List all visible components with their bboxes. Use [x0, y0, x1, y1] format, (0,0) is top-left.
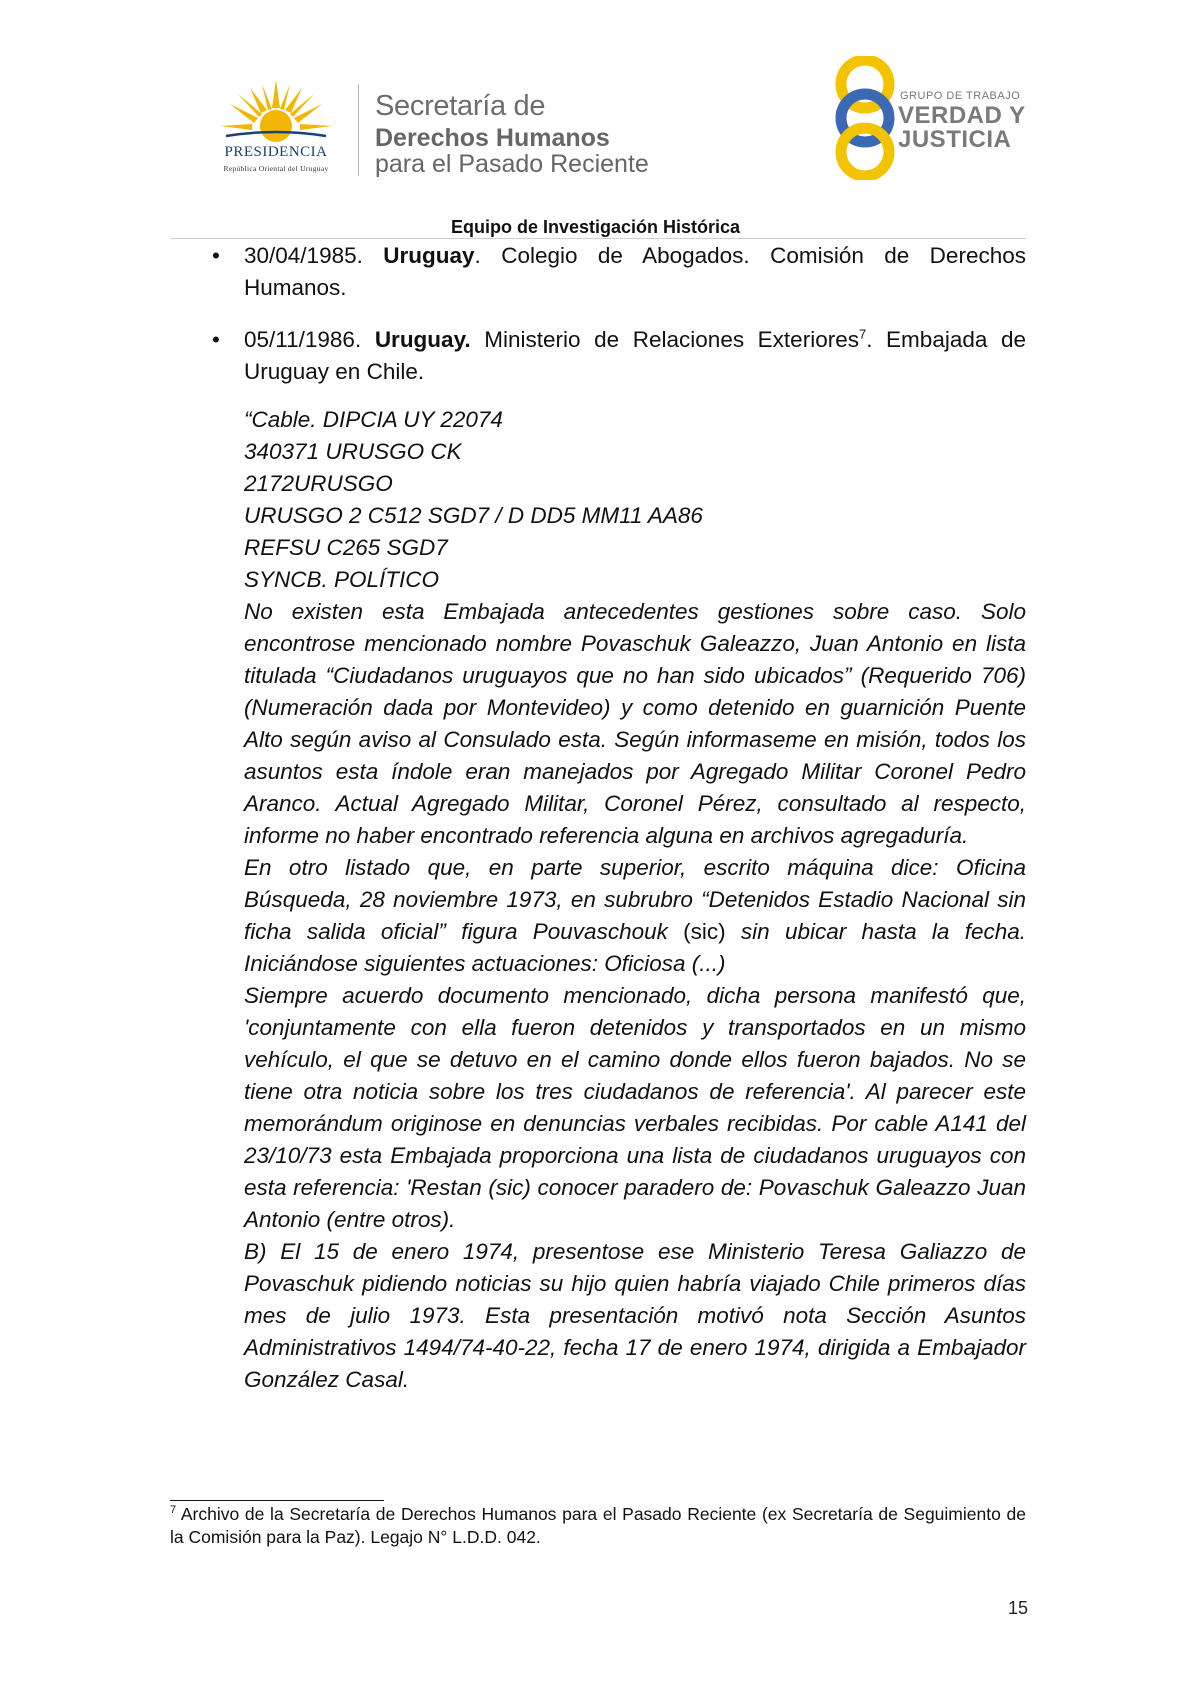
page-number: 15: [1007, 1598, 1028, 1618]
presidencia-name: PRESIDENCIA: [224, 144, 328, 160]
quote-text: En otro listado que, en parte superior, escrito máquina dice: Oficina Búsqueda, 28 noviembre 1973, en subrubro “Detenidos Estadio Nacional sin ficha salida oficial” figura Pouvaschouk: [244, 855, 1026, 944]
grupo-line-2: VERDAD Y: [898, 102, 1026, 129]
quote-paragraph: B) El 15 de enero 1974, presentose ese Ministerio Teresa Galiazzo de Povaschuk pidiendo noticias su hijo quien habría viajado Chile primeros días mes de julio 1973. Esta presentación motivó nota Sección Asuntos Administrativos 1494/74-40-22, fecha 17 de enero 1974, dirigida a Embajador González Casal.: [244, 1239, 1026, 1392]
verdad-justicia-rings-icon: [820, 56, 910, 180]
presidencia-logo: [196, 80, 356, 180]
bullet-icon: •: [212, 243, 220, 268]
grupo-line-3: JUSTICIA: [898, 126, 1012, 153]
footnote-rule: [170, 1500, 384, 1501]
footnote-ref: 7: [858, 326, 867, 342]
entry-date: 05/11/1986.: [244, 327, 362, 352]
quote-line: 340371 URUSGO CK: [244, 439, 462, 464]
entry-date: 30/04/1985.: [244, 243, 363, 268]
secretaria-line-3: para el Pasado Reciente: [375, 150, 649, 178]
team-title: Equipo de Investigación Histórica: [450, 217, 741, 237]
quote-line: REFSU C265 SGD7: [244, 535, 448, 560]
sic-mark: (sic): [683, 919, 726, 944]
entry-country: Uruguay: [383, 243, 475, 268]
footnote: [170, 1503, 1026, 1549]
quote-text: sin ubicar hasta la fecha. Iniciándose siguientes actuaciones: Oficiosa (...): [244, 919, 1026, 976]
secretaria-line-1: Secretaría de: [375, 90, 546, 122]
entry-text: Ministerio de Relaciones Exteriores: [470, 327, 859, 352]
document-body: [212, 240, 1026, 1396]
grupo-line-1: GRUPO DE TRABAJO: [900, 90, 1021, 102]
header-divider: [358, 84, 359, 176]
quote-paragraph: No existen esta Embajada antecedentes gestiones sobre caso. Solo encontrose mencionado nombre Povaschuk Galeazzo, Juan Antonio en lista titulada “Ciudadanos uruguayos que no han sido ubicados” (Requerido 706) (Numeración dada por Montevideo) y como detenido en guarnición Puente Alto según aviso al Consulado esta. Según informaseme en misión, todos los asuntos esta índole eran manejados por Agregado Militar Coronel Pedro Aranco. Actual Agregado Militar, Coronel Pérez, consultado al respecto, informe no haber encontrado referencia alguna en archivos agregaduría.: [244, 599, 1026, 848]
page-header: [0, 0, 1191, 237]
footnote-number: 7: [170, 1504, 177, 1517]
quote-paragraph: Siempre acuerdo documento mencionado, dicha persona manifestó que, 'conjuntamente con ella fueron detenidos y transportados en un mismo vehículo, el que se detuvo en el camino donde ellos fueron bajados. No se tiene otra noticia sobre los tres ciudadanos de referencia'. Al parecer este memorándum originose en denuncias verbales recibidas. Por cable A141 del 23/10/73 esta Embajada proporciona una lista de ciudadanos uruguayos con esta referencia: 'Restan (sic) conocer paradero de: Povaschuk Galeazzo Juan Antonio (entre otros).: [244, 983, 1026, 1232]
bullet-icon: •: [212, 327, 220, 352]
entry-country: Uruguay.: [374, 327, 471, 352]
entry-item: [212, 324, 1026, 388]
secretaria-line-2: Derechos Humanos: [375, 124, 610, 152]
entry-item: [212, 240, 1026, 304]
entry-text: . Embajada de Uruguay en Chile.: [244, 327, 1026, 384]
quote-line: SYNCB. POLÍTICO: [244, 567, 440, 592]
quote-line: “Cable. DIPCIA UY 22074: [244, 407, 503, 432]
header-rule: [170, 238, 1026, 239]
cable-quote: [244, 404, 1026, 1396]
quote-line: URUSGO 2 C512 SGD7 / D DD5 MM11 AA86: [244, 503, 703, 528]
footnote-text: Archivo de la Secretaría de Derechos Humanos para el Pasado Reciente (ex Secretaría de Seguimiento de la Comisión para la Paz). Legajo N° L.D.D. 042.: [170, 1504, 1026, 1547]
entry-text: . Colegio de Abogados. Comisión de Derechos Humanos.: [244, 243, 1026, 300]
presidencia-subtitle: República Oriental del Uruguay: [223, 164, 329, 173]
quote-paragraph: [244, 852, 1026, 980]
quote-line: 2172URUSGO: [244, 471, 393, 496]
sun-icon: [220, 80, 332, 142]
